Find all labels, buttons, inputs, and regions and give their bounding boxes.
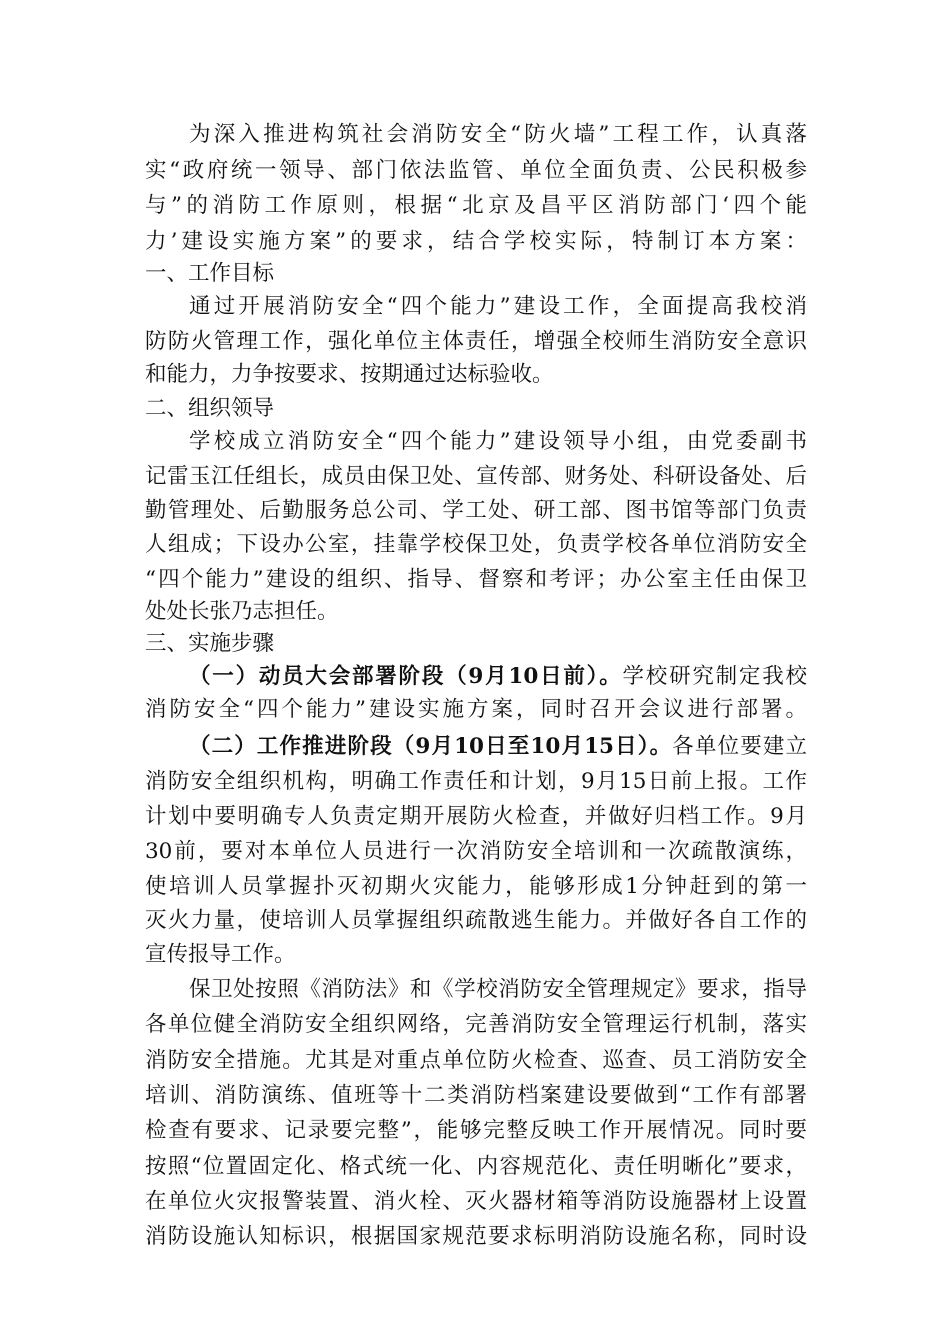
section-heading-leadership: 二、组织领导 (145, 396, 275, 421)
section-heading-goals: 一、工作目标 (145, 261, 275, 286)
paragraph-line: 灭火力量，使培训人员掌握组织疏散逃生能力。并做好各自工作的 (145, 908, 807, 933)
intro-line: 与”的消防工作原则，根据“北京及昌平区消防部门‘四个能 (145, 193, 807, 218)
paragraph-line: 处处长张乃志担任。 (145, 599, 339, 624)
paragraph-line: 消防设施认知标识，根据国家规范要求标明消防设施名称，同时设 (145, 1224, 807, 1249)
paragraph-line: 消防安全措施。尤其是对重点单位防火检查、巡查、员工消防安全 (145, 1048, 807, 1073)
paragraph-line: 计划中要明确专人负责定期开展防火检查，并做好归档工作。9月 (145, 804, 807, 829)
stage2-first-line (189, 731, 807, 763)
paragraph-line: “四个能力”建设的组织、指导、督察和考评；办公室主任由保卫 (145, 567, 807, 592)
stage1-first-line (189, 661, 807, 693)
paragraph-line: 30前，要对本单位人员进行一次消防安全培训和一次疏散演练， (145, 839, 807, 864)
paragraph-line: 勤管理处、后勤服务总公司、学工处、研工部、图书馆等部门负责 (145, 498, 807, 523)
paragraph-line: 消防安全“四个能力”建设实施方案，同时召开会议进行部署。 (145, 697, 807, 722)
intro-line: 力’建设实施方案”的要求，结合学校实际，特制订本方案： (145, 229, 807, 254)
paragraph-line: 使培训人员掌握扑灭初期火灾能力，能够形成1分钟赶到的第一 (145, 874, 807, 899)
paragraph-line: 培训、消防演练、值班等十二类消防档案建设要做到“工作有部署 (145, 1083, 807, 1108)
stage2-title: （二）工作推进阶段（9月10日至10月15日）。 (189, 734, 673, 759)
stage2-text: 各单位要建立 (672, 734, 807, 759)
section-heading-steps: 三、实施步骤 (145, 631, 275, 656)
paragraph-line: 宣传报导工作。 (145, 942, 296, 967)
intro-line: 实“政府统一领导、部门依法监管、单位全面负责、公民积极参 (145, 158, 807, 183)
paragraph-line: 在单位火灾报警装置、消火栓、灭火器材箱等消防设施器材上设置 (145, 1189, 807, 1214)
paragraph-line: 保卫处按照《消防法》和《学校消防安全管理规定》要求，指导 (189, 977, 807, 1002)
paragraph-line: 按照“位置固定化、格式统一化、内容规范化、责任明晰化”要求， (145, 1154, 807, 1179)
paragraph-line: 学校成立消防安全“四个能力”建设领导小组，由党委副书 (189, 429, 807, 454)
paragraph-line: 防防火管理工作，强化单位主体责任，增强全校师生消防安全意识 (145, 329, 807, 354)
paragraph-line: 记雷玉江任组长，成员由保卫处、宣传部、财务处、科研设备处、后 (145, 464, 807, 489)
paragraph-line: 检查有要求、记录要完整”，能够完整反映工作开展情况。同时要 (145, 1118, 807, 1143)
paragraph-line: 人组成；下设办公室，挂靠学校保卫处，负责学校各单位消防安全 (145, 532, 807, 557)
paragraph-line: 和能力，力争按要求、按期通过达标验收。 (145, 362, 554, 387)
paragraph-line: 通过开展消防安全“四个能力”建设工作，全面提高我校消 (189, 294, 807, 319)
paragraph-line: 各单位健全消防安全组织网络，完善消防安全管理运行机制，落实 (145, 1012, 807, 1037)
stage1-text: 学校研究制定我校 (622, 664, 807, 689)
paragraph-line: 消防安全组织机构，明确工作责任和计划，9月15日前上报。工作 (145, 769, 807, 794)
stage1-title: （一）动员大会部署阶段（9月10日前）。 (189, 664, 623, 689)
intro-line: 为深入推进构筑社会消防安全“防火墙”工程工作，认真落 (189, 122, 807, 147)
